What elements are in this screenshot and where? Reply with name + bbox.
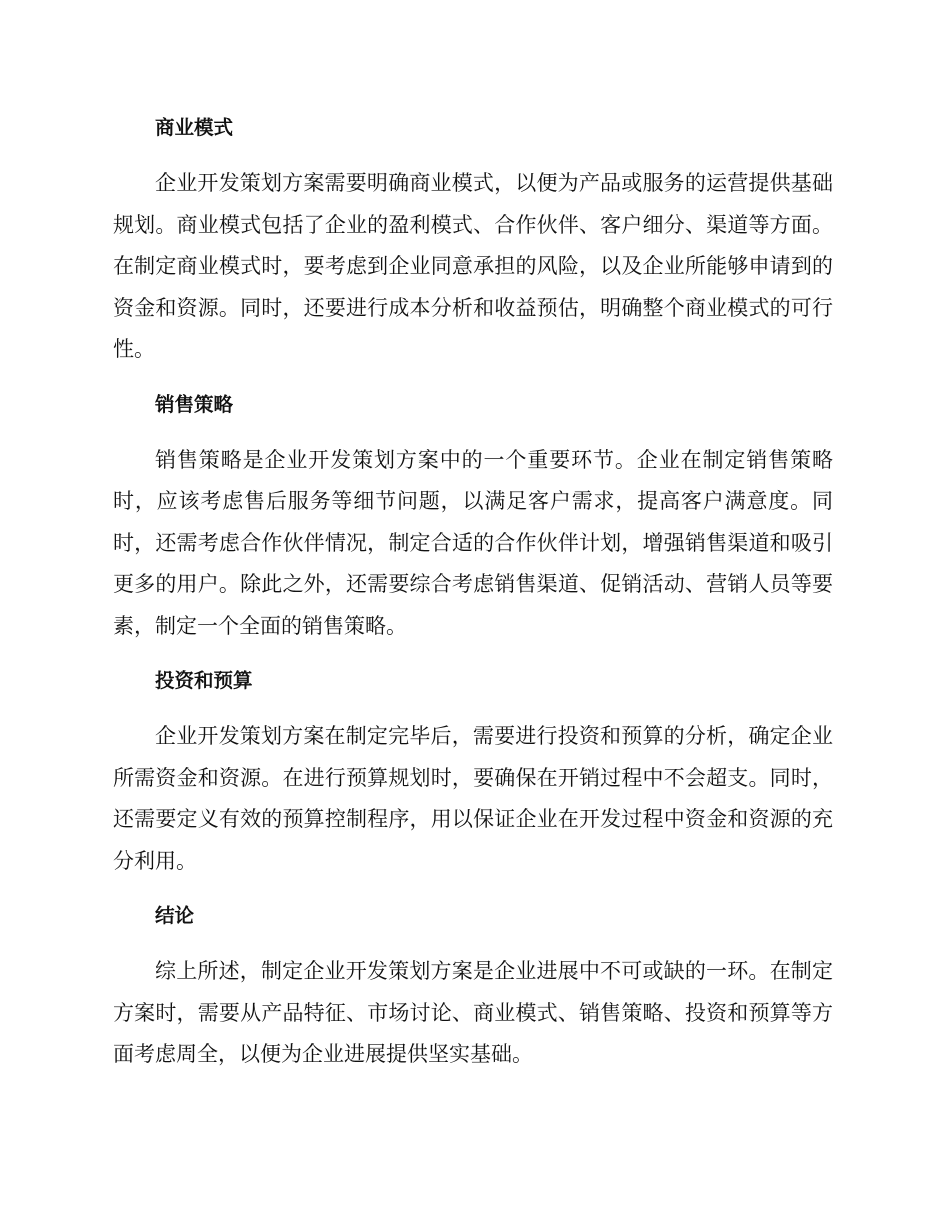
document-content <box>113 108 833 1090</box>
section-body-investment-budget: 企业开发策划方案在制定完毕后，需要进行投资和预算的分析，确定企业所需资金和资源。在进行预算规划时，要确保在开销过程中不会超支。同时，还需要定义有效的预算控制程序，用以保证企业在开发过程中资金和资源的充分利用。 <box>113 724 833 873</box>
section-heading-conclusion: 结论 <box>155 904 195 927</box>
section-heading-investment-budget: 投资和预算 <box>155 669 253 692</box>
section-heading-sales-strategy: 销售策略 <box>155 392 234 416</box>
section-heading-business-model: 商业模式 <box>155 116 234 139</box>
section-body-conclusion: 综上所述，制定企业开发策划方案是企业进展中不可或缺的一环。在制定方案时，需要从产品特征、市场讨论、商业模式、销售策略、投资和预算等方面考虑周全，以便为企业进展提供坚实基础。 <box>113 959 833 1066</box>
section-body-sales-strategy: 销售策略是企业开发策划方案中的一个重要环节。企业在制定销售策略时，应该考虑售后服务等细节问题，以满足客户需求，提高客户满意度。同时，还需考虑合作伙伴情况，制定合适的合作伙伴计划，增强销售渠道和吸引更多的用户。除此之外，还需要综合考虑销售渠道、促销活动、营销人员等要素，制定一个全面的销售策略。 <box>113 447 833 638</box>
section-body-business-model: 企业开发策划方案需要明确商业模式，以便为产品或服务的运营提供基础规划。商业模式包括了企业的盈利模式、合作伙伴、客户细分、渠道等方面。在制定商业模式时，要考虑到企业同意承担的风险，以及企业所能够申请到的资金和资源。同时，还要进行成本分析和收益预估，明确整个商业模式的可行性。 <box>113 171 833 361</box>
